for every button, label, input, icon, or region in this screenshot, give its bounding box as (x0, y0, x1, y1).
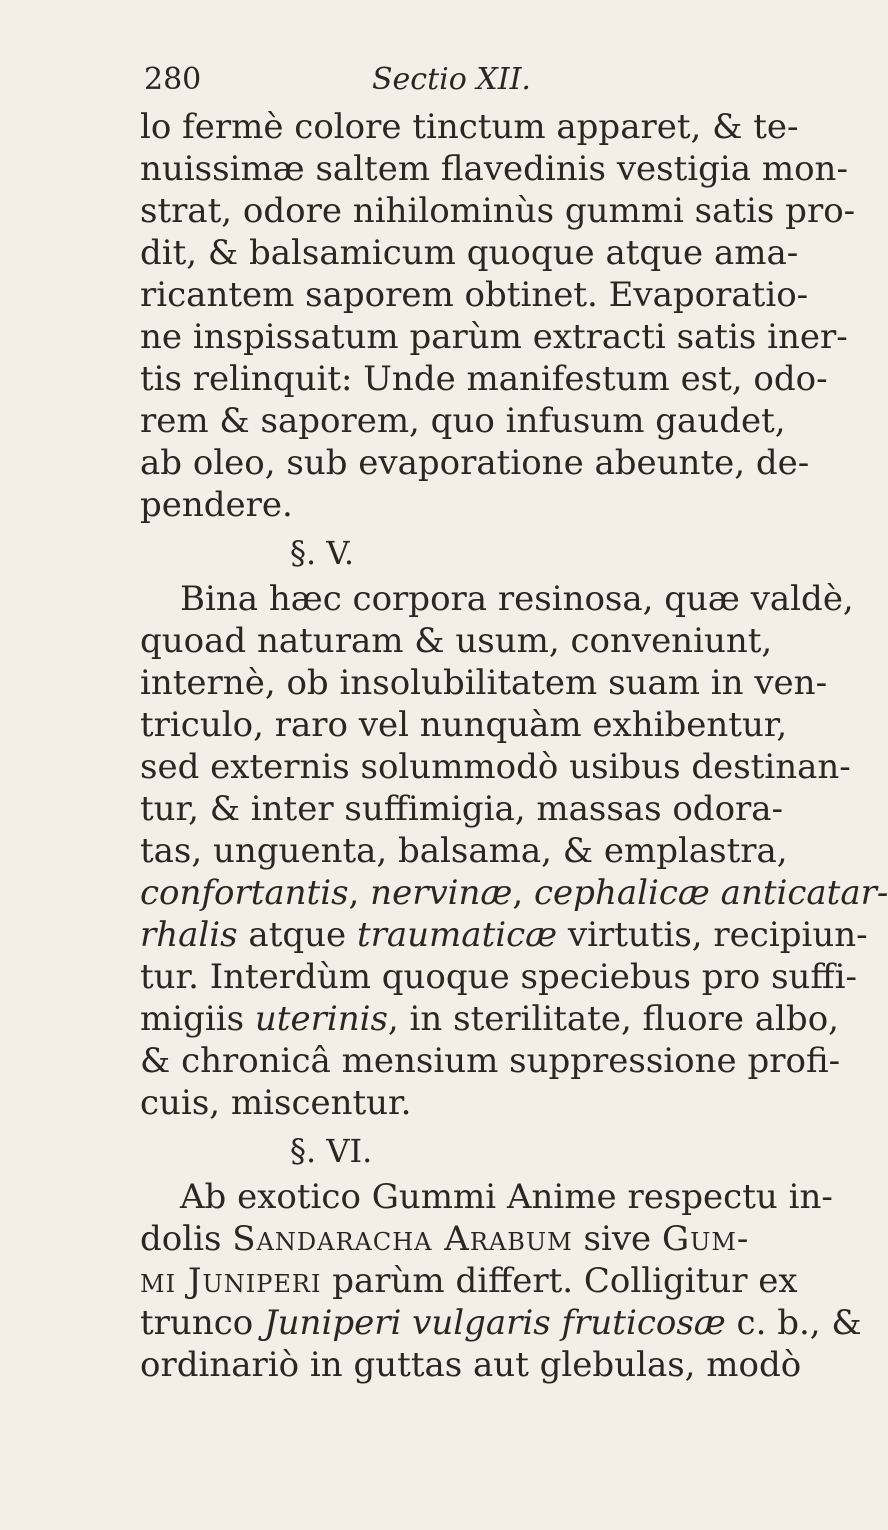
text-line (140, 1302, 862, 1344)
text-line: ricantem saporem obtinet. Evaporatio- (140, 275, 809, 315)
text-line: sed externis solummodò usibus destinan- (140, 747, 851, 787)
text-line: ne inspissatum parùm extracti satis iner- (140, 317, 848, 357)
text-fragment: trunco (140, 1303, 265, 1343)
text-line: triculo, raro vel nunquàm exhibentur, (140, 705, 788, 745)
text-line: rem & saporem, quo infusum gaudet, (140, 401, 786, 441)
section-heading-v: §. V. (290, 534, 355, 572)
text-line: lo fermè colore tinctum apparet, & te- (140, 107, 799, 147)
italic-term: confortantis (140, 873, 349, 913)
page-header (140, 62, 760, 106)
text-fragment: dolis (140, 1219, 233, 1259)
text-fragment: parùm differt. Colligitur ex (321, 1261, 798, 1301)
text-fragment: atque (237, 915, 357, 955)
text-fragment: migiis (140, 999, 255, 1039)
text-line (140, 1260, 798, 1302)
text-fragment: , (512, 873, 535, 913)
text-line: tur. Interdùm quoque speciebus pro suffi- (140, 957, 857, 997)
text-fragment: sive (572, 1219, 662, 1259)
text-line (140, 998, 839, 1040)
text-line: strat, odore nihilominùs gummi satis pro- (140, 191, 856, 231)
italic-term: traumaticæ (356, 915, 558, 955)
italic-term: uterinis (254, 999, 388, 1039)
text-line: tas, unguenta, balsama, & emplastra, (140, 831, 788, 871)
text-line: Ab exotico Gummi Anime respectu in- (180, 1177, 833, 1217)
text-line: internè, ob insolubilitatem suam in ven- (140, 663, 828, 703)
paragraph-continued (140, 106, 856, 526)
small-caps-term: Gum- (661, 1219, 750, 1259)
small-caps-term: mi Juniperi (140, 1261, 322, 1301)
text-line: dit, & balsamicum quoque atque ama- (140, 233, 799, 273)
text-fragment: c. b., & (725, 1303, 862, 1343)
text-line: Bina hæc corpora resinosa, quæ valdè, (180, 579, 854, 619)
text-line: ordinariò in guttas aut glebulas, modò (140, 1345, 802, 1385)
italic-term: rhalis (140, 915, 238, 955)
text-fragment: , in sterilitate, fluore albo, (387, 999, 839, 1039)
running-head: Sectio XII. (372, 62, 531, 97)
text-line (140, 1218, 760, 1260)
text-fragment: virtutis, recipiun- (557, 915, 868, 955)
small-caps-term: Sandaracha Arabum (232, 1219, 573, 1259)
text-fragment: , (348, 873, 371, 913)
text-line: tur, & inter suffimigia, massas odora- (140, 789, 784, 829)
text-line: cuis, miscentur. (140, 1083, 412, 1123)
text-line: nuissimæ saltem flavedinis vestigia mon- (140, 149, 848, 189)
paragraph-section-vi (140, 1176, 862, 1386)
paragraph-section-v (140, 578, 888, 1124)
italic-term: Juniperi vulgaris fruticosæ (264, 1303, 726, 1343)
text-line: ab oleo, sub evaporatione abeunte, de- (140, 443, 810, 483)
text-line (140, 872, 888, 914)
italic-term: cephalicæ anticatar- (534, 873, 888, 913)
page-number: 280 (144, 62, 202, 97)
section-heading-vi: §. VI. (290, 1132, 373, 1170)
italic-term: nervinæ (370, 873, 513, 913)
text-line: pendere. (140, 485, 293, 525)
text-line (140, 914, 868, 956)
text-line: & chronicâ mensium suppressione profi- (140, 1041, 841, 1081)
text-line: quoad naturam & usum, conveniunt, (140, 621, 773, 661)
text-line: tis relinquit: Unde manifestum est, odo- (140, 359, 828, 399)
